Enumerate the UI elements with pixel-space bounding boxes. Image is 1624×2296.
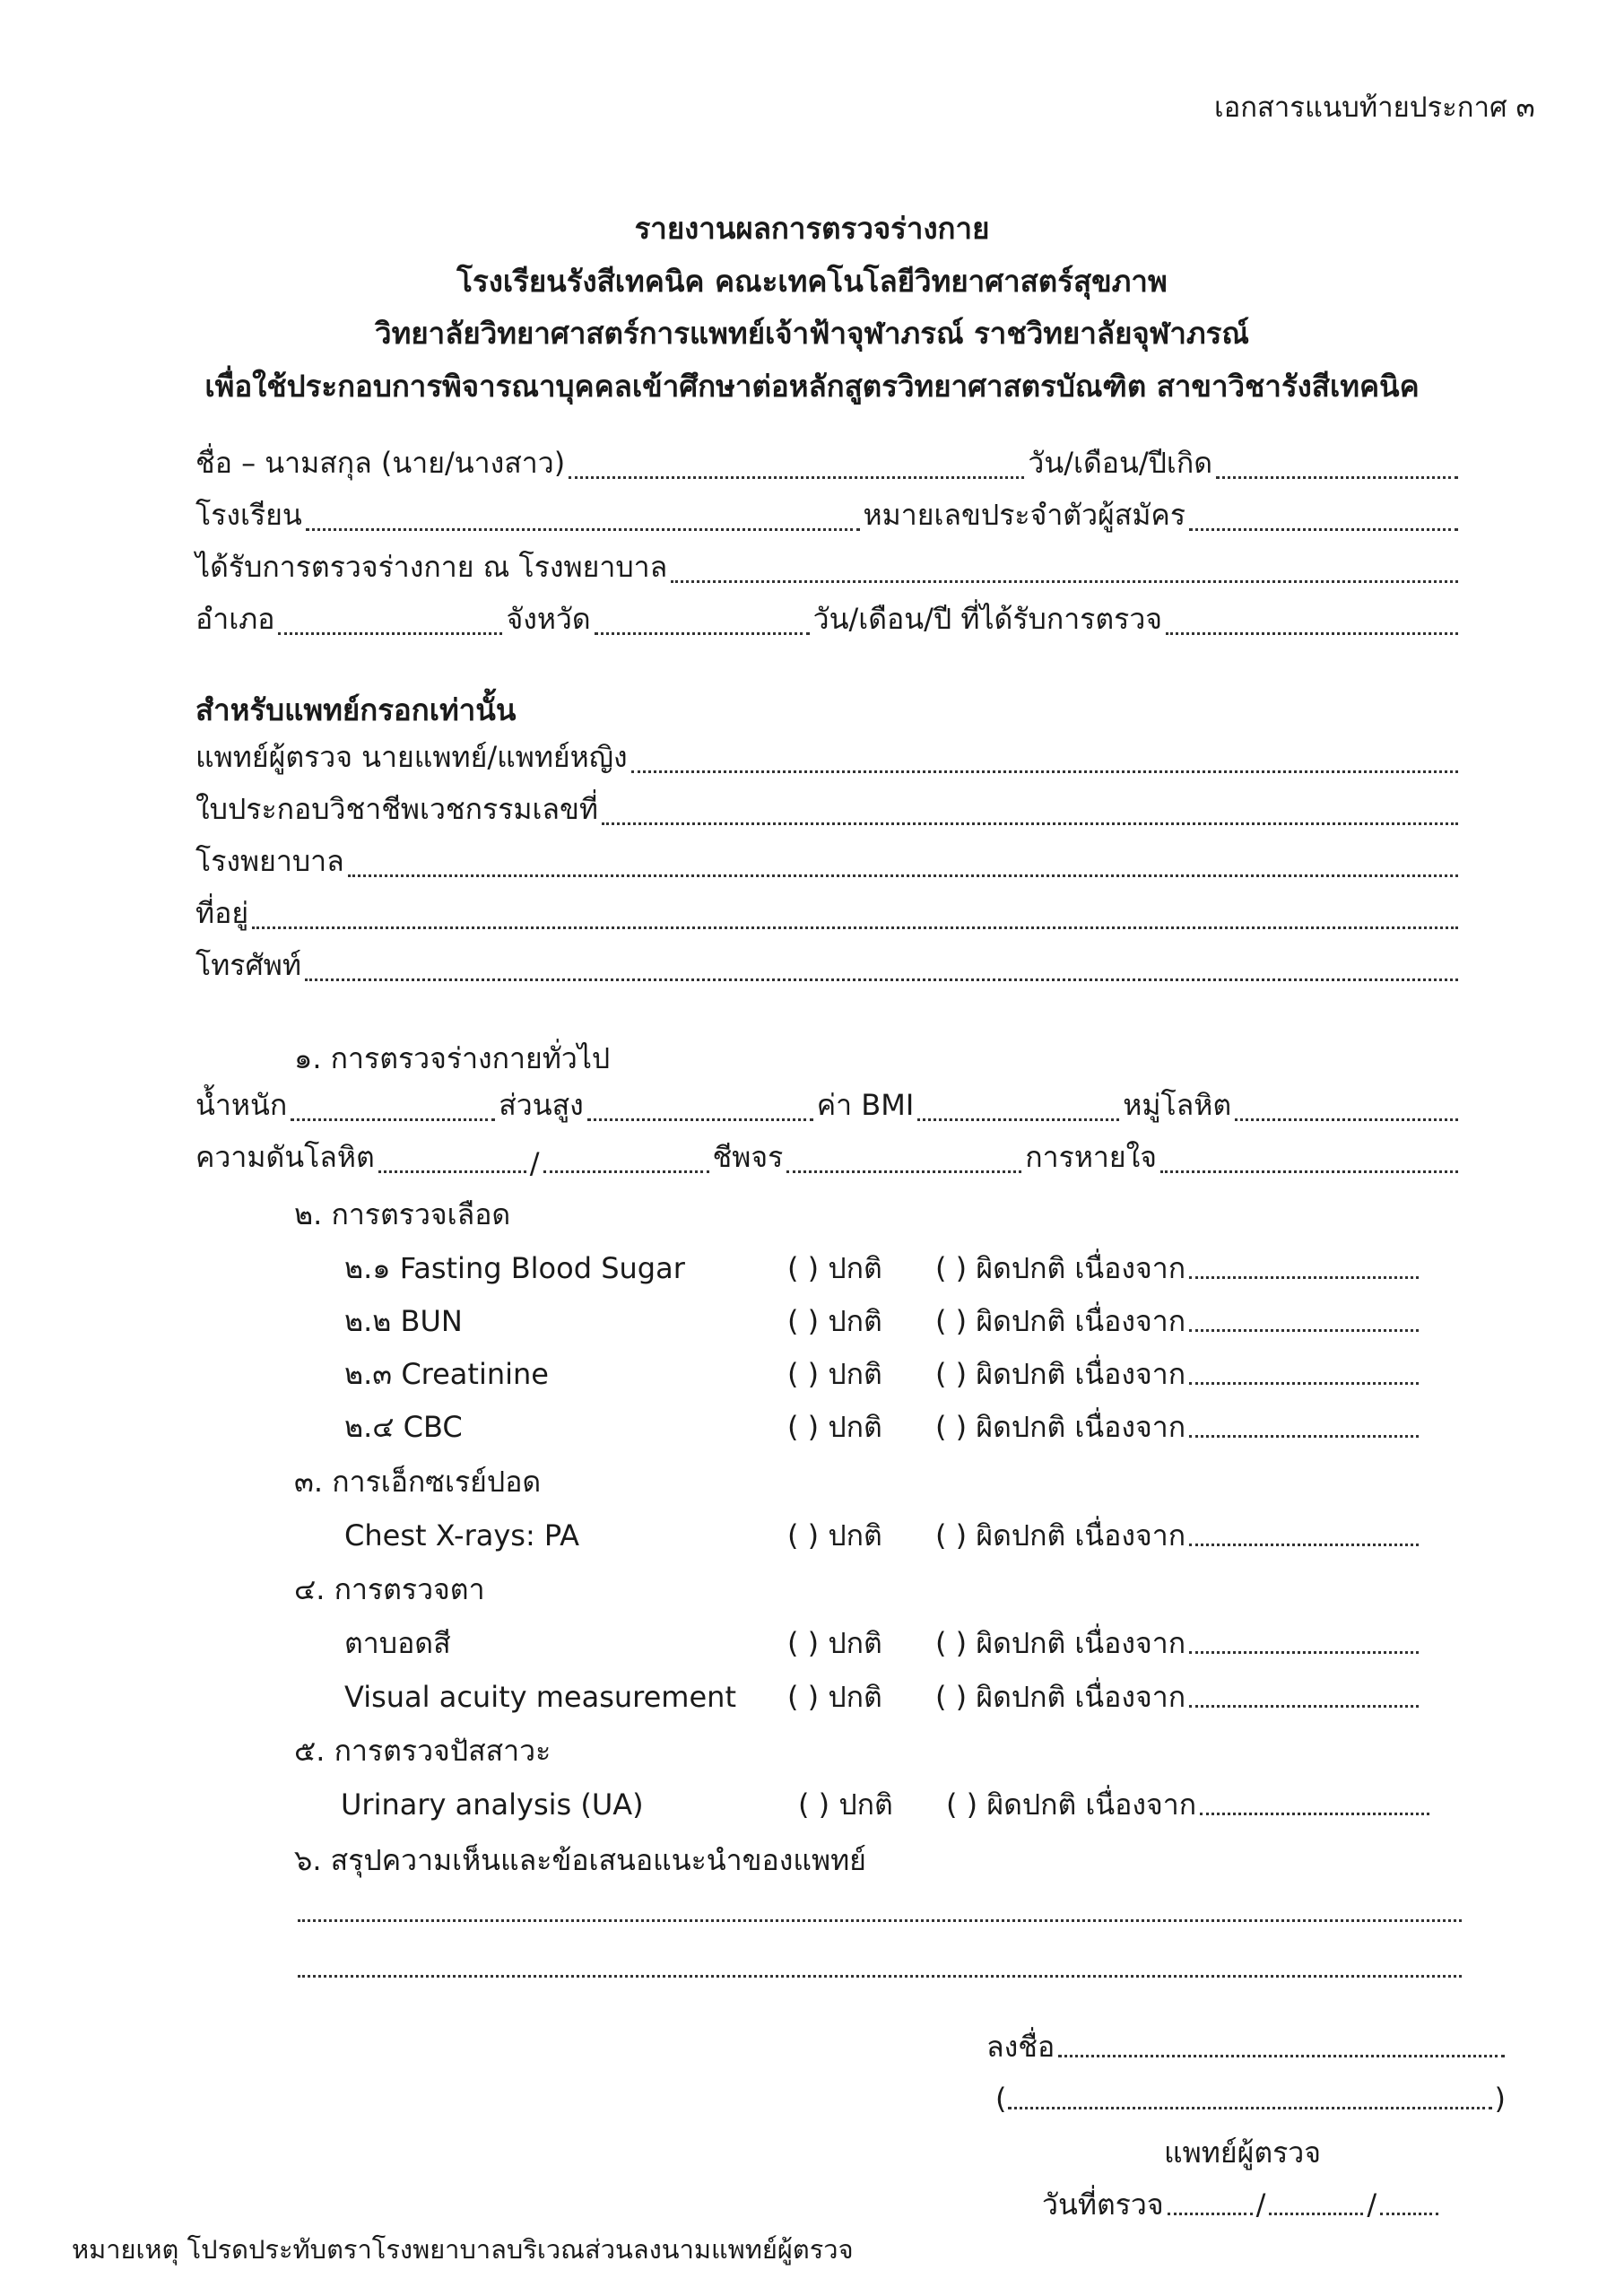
pulse-field[interactable] [786,1170,1021,1173]
abnormal-option[interactable]: ( ) ผิดปกติ [946,1787,1077,1822]
license-field[interactable] [602,822,1458,825]
summary-line-2[interactable] [298,1975,1462,1978]
doctor-section-heading: สำหรับแพทย์กรอกเท่านั้น [195,692,517,727]
because-label: เนื่องจาก [1074,1680,1186,1714]
phone-row [195,948,1462,988]
bp-label: ความดันโลหิต [195,1140,375,1174]
date-slash-2: / [1367,2187,1377,2222]
dob-label: วัน/เดือน/ปีเกิด [1028,446,1212,480]
normal-option[interactable]: ( ) ปกติ [787,1680,882,1714]
abnormal-option[interactable]: ( ) ผิดปกติ [935,1251,1066,1285]
because-label: เนื่องจาก [1074,1304,1186,1338]
doctor-hospital-label: โรงพยาบาล [195,844,344,878]
bp-diastolic-field[interactable] [543,1170,709,1173]
school-label: โรงเรียน [195,498,302,532]
breath-label: การหายใจ [1025,1140,1158,1174]
because-field[interactable] [1189,1651,1419,1654]
test-color-blindness-label: ตาบอดสี [344,1626,451,1660]
test-visual-acuity-label: Visual acuity measurement [344,1680,736,1714]
pulse-label: ชีพจร [712,1140,784,1174]
doctor-name-row [195,740,1462,780]
district-label: อำเภอ [195,602,275,636]
license-row [195,792,1462,832]
normal-option[interactable]: ( ) ปกติ [787,1626,882,1660]
exam-date-label: วัน/เดือน/ปี ที่ได้รับการตรวจ [812,602,1163,636]
normal-option[interactable]: ( ) ปกติ [798,1787,893,1822]
because-field[interactable] [1200,1813,1429,1815]
province-label: จังหวัด [506,602,591,636]
exam-day-field[interactable] [1168,2213,1253,2215]
because-field[interactable] [1189,1705,1419,1708]
because-label: เนื่องจาก [1074,1626,1186,1660]
bmi-label: ค่า BMI [816,1088,915,1122]
test-visual-acuity-result [787,1679,1422,1715]
test-urinalysis-result [798,1787,1433,1822]
because-label: เนื่องจาก [1074,1410,1186,1444]
test-urinalysis-label: Urinary analysis (UA) [341,1787,644,1822]
because-field[interactable] [1189,1276,1419,1279]
test-chest-xray-label: Chest X-rays: PA [344,1518,580,1552]
normal-option[interactable]: ( ) ปกติ [787,1410,882,1444]
school-field[interactable] [306,528,860,531]
because-label: เนื่องจาก [1085,1787,1197,1822]
because-label: เนื่องจาก [1074,1518,1186,1552]
applicant-id-field[interactable] [1189,528,1458,531]
purpose-line: เพื่อใช้ประกอบการพิจารณาบุคคลเข้าศึกษาต่อหลักสูตรวิทยาศาสตรบัณฑิต สาขาวิชารังสีเทคนิค [204,369,1420,404]
because-field[interactable] [1189,1544,1419,1546]
test-cbc-label: ๒.๔ CBC [344,1410,463,1444]
breath-field[interactable] [1160,1170,1458,1173]
bmi-field[interactable] [917,1118,1119,1121]
applicant-name-row [195,446,1462,486]
phone-label: โทรศัพท์ [195,948,301,982]
open-paren: ( [995,2082,1007,2116]
test-creatinine-result [787,1356,1422,1392]
address-row [195,896,1462,936]
name-field[interactable] [569,476,1024,479]
because-label: เนื่องจาก [1074,1357,1186,1391]
doctor-hospital-row [195,844,1462,884]
exam-date-field[interactable] [1166,632,1458,635]
section-4-title: ๔. การตรวจตา [294,1572,485,1606]
normal-option[interactable]: ( ) ปกติ [787,1304,882,1338]
test-bun-label: ๒.๒ BUN [344,1304,463,1338]
section-6-title: ๖. สรุปความเห็นและข้อเสนอแนะนำของแพทย์ [294,1843,866,1877]
weight-field[interactable] [291,1118,495,1121]
blood-group-label: หมู่โลหิต [1123,1088,1232,1122]
exam-date-label: วันที่ตรวจ [1042,2187,1164,2222]
test-fbs-result [787,1250,1422,1286]
sign-label: ลงชื่อ [986,2030,1055,2064]
exam-month-field[interactable] [1269,2213,1363,2215]
section-5-title: ๕. การตรวจปัสสาวะ [294,1734,551,1768]
bp-systolic-field[interactable] [378,1170,526,1173]
weight-label: น้ำหนัก [195,1088,288,1122]
abnormal-option[interactable]: ( ) ผิดปกติ [935,1410,1066,1444]
location-date-row [195,602,1462,642]
test-creatinine-label: ๒.๓ Creatinine [344,1357,549,1391]
signature-row [986,2029,1508,2065]
college-name: วิทยาลัยวิทยาศาสตร์การแพทย์เจ้าฟ้าจุฬาภรณ์ ราชวิทยาลัยจุฬาภรณ์ [375,316,1249,351]
bp-slash: / [529,1146,540,1180]
abnormal-option[interactable]: ( ) ผิดปกติ [935,1626,1066,1660]
height-field[interactable] [587,1118,813,1121]
abnormal-option[interactable]: ( ) ผิดปกติ [935,1304,1066,1338]
summary-line-1[interactable] [298,1919,1462,1922]
examining-doctor-label: แพทย์ผู้ตรวจ [1164,2135,1321,2170]
doctor-name-label: แพทย์ผู้ตรวจ นายแพทย์/แพทย์หญิง [195,740,628,774]
exam-hospital-row [195,550,1462,590]
normal-option[interactable]: ( ) ปกติ [787,1251,882,1285]
address-label: ที่อยู่ [195,896,249,930]
close-paren: ) [1494,2082,1506,2116]
signature-field[interactable] [1058,2055,1505,2057]
section-3-title: ๓. การเอ็กซเรย์ปอด [294,1465,542,1499]
test-chest-xray-result [787,1518,1422,1553]
annex-label: เอกสารแนบท้ายประกาศ ๓ [1214,91,1535,124]
test-bun-result [787,1303,1422,1339]
abnormal-option[interactable]: ( ) ผิดปกติ [935,1518,1066,1552]
applicant-id-label: หมายเลขประจำตัวผู้สมัคร [863,498,1185,532]
test-cbc-result [787,1409,1422,1445]
district-field[interactable] [278,632,502,635]
abnormal-option[interactable]: ( ) ผิดปกติ [935,1680,1066,1714]
dob-field[interactable] [1216,476,1458,479]
because-field[interactable] [1189,1382,1419,1385]
abnormal-option[interactable]: ( ) ผิดปกติ [935,1357,1066,1391]
footnote: หมายเหตุ โปรดประทับตราโรงพยาบาลบริเวณส่วนลงนามแพทย์ผู้ตรวจ [72,2234,854,2265]
address-field[interactable] [252,926,1458,929]
test-color-blindness-result [787,1625,1422,1661]
phone-field[interactable] [305,978,1458,981]
vitals-row-2 [195,1140,1462,1180]
school-name: โรงเรียนรังสีเทคนิค คณะเทคโนโลยีวิทยาศาสตร์สุขภาพ [456,264,1168,299]
section-2-title: ๒. การตรวจเลือด [294,1197,511,1231]
exam-hospital-field[interactable] [671,580,1458,583]
printed-name-field[interactable] [1008,2107,1492,2109]
because-field[interactable] [1189,1435,1419,1438]
section-1-title: ๑. การตรวจร่างกายทั่วไป [294,1041,611,1075]
doctor-hospital-field[interactable] [348,874,1458,877]
blood-group-field[interactable] [1235,1118,1458,1121]
license-label: ใบประกอบวิชาชีพเวชกรรมเลขที่ [195,792,598,826]
exam-year-field[interactable] [1380,2213,1438,2215]
exam-hospital-label: ได้รับการตรวจร่างกาย ณ โรงพยาบาล [195,550,668,584]
because-label: เนื่องจาก [1074,1251,1186,1285]
school-row [195,498,1462,538]
exam-date-row [1042,2187,1442,2222]
height-label: ส่วนสูง [499,1088,584,1122]
name-label: ชื่อ – นามสกุล (นาย/นางสาว) [195,446,566,480]
test-fbs-label: ๒.๑ Fasting Blood Sugar [344,1251,685,1285]
because-field[interactable] [1189,1329,1419,1332]
province-field[interactable] [595,632,810,635]
date-slash-1: / [1255,2187,1266,2222]
normal-option[interactable]: ( ) ปกติ [787,1357,882,1391]
normal-option[interactable]: ( ) ปกติ [787,1518,882,1552]
doctor-name-field[interactable] [631,770,1458,773]
vitals-row-1 [195,1088,1462,1128]
printed-name-row [995,2081,1506,2117]
report-title: รายงานผลการตรวจร่างกาย [634,211,990,246]
